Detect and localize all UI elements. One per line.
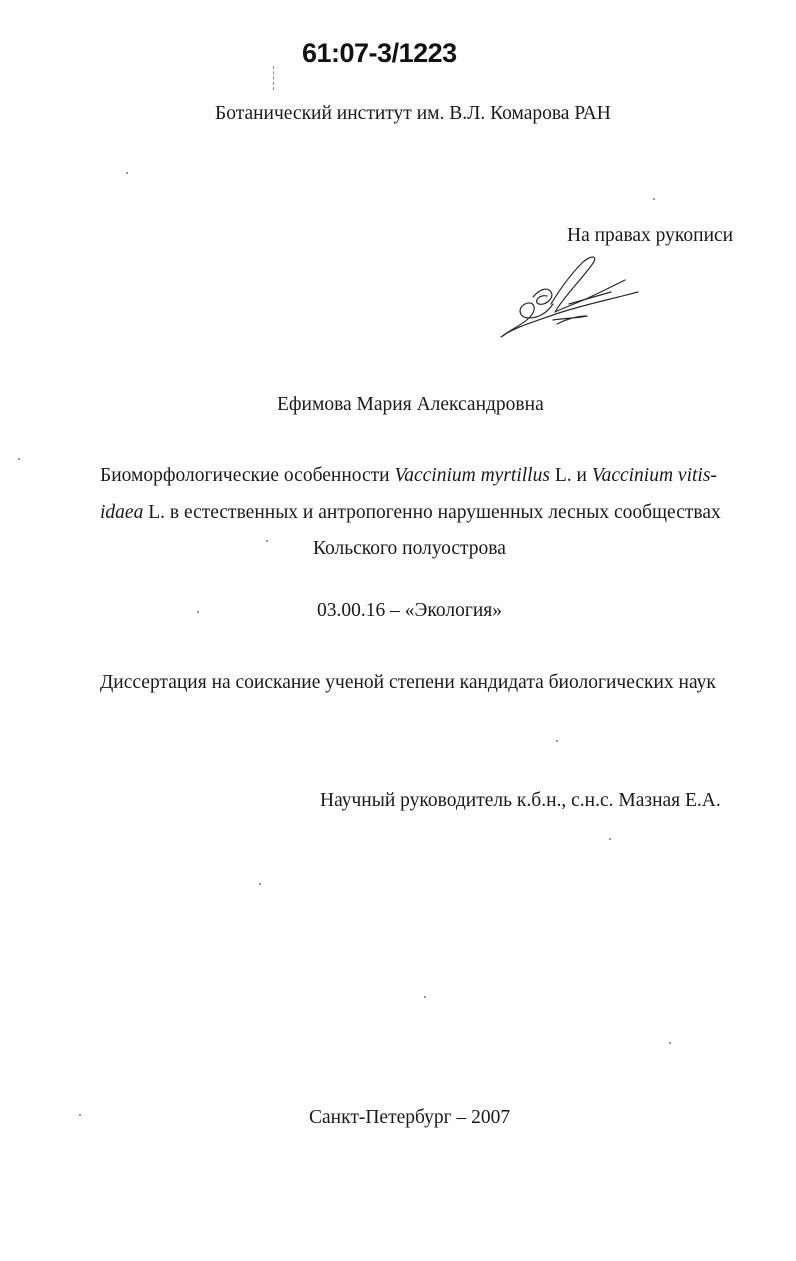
scan-speck <box>424 996 426 998</box>
archive-code-stamp: 61:07-3/1223 <box>302 38 457 68</box>
scan-speck <box>197 611 199 613</box>
scan-speck <box>609 838 611 840</box>
scan-speck <box>556 740 558 742</box>
rights-note: На правах рукописи <box>567 225 734 246</box>
degree-statement: Диссертация на соискание ученой степени кандидата биологических наук <box>100 672 716 693</box>
institute-name: Ботанический институт им. В.Л. Комарова РАН <box>215 103 611 124</box>
scan-speck <box>18 458 20 460</box>
margin-tick-mark <box>273 66 275 90</box>
species-name-continuation: idaea <box>100 502 144 523</box>
scan-speck <box>266 540 268 542</box>
specialty-code: 03.00.16 – «Экология» <box>317 600 502 621</box>
title-text-part: Биоморфологические особенности <box>100 465 395 486</box>
scan-speck <box>653 198 655 200</box>
species-name-myrtillus: Vaccinium myrtillus <box>394 465 550 486</box>
scan-speck <box>259 883 261 885</box>
scan-speck <box>126 172 128 174</box>
author-name: Ефимова Мария Александровна <box>277 394 544 415</box>
dissertation-title-line-2 <box>100 503 721 523</box>
title-text-part: L. и <box>549 465 592 486</box>
scan-speck <box>79 1114 81 1116</box>
city-and-year: Санкт-Петербург – 2007 <box>309 1107 511 1128</box>
dissertation-title-line-1 <box>100 466 717 486</box>
scientific-supervisor: Научный руководитель к.б.н., с.н.с. Мазная Е.А. <box>320 790 721 811</box>
title-text-part: L. в естественных и антропогенно нарушенных лесных сообществах <box>143 502 721 523</box>
scan-speck <box>669 1042 671 1044</box>
species-name-vitis-idaea: Vaccinium vitis- <box>591 465 717 486</box>
handwritten-signature <box>493 252 643 344</box>
dissertation-title-line-3: Кольского полуострова <box>313 538 506 559</box>
